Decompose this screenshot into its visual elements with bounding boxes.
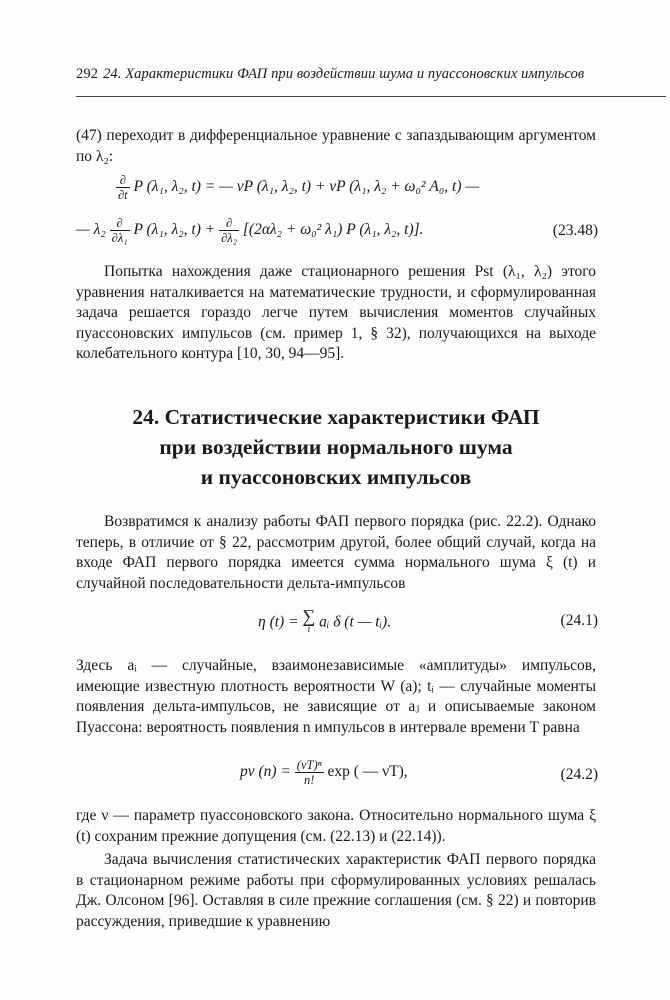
header-rule <box>76 96 666 97</box>
running-header <box>76 66 666 83</box>
running-title: 24. Характеристики ФАП при воздействии шума и пуассоновских импульсов <box>103 66 585 82</box>
partial-fraction-lambda2: $\frac{\partial}{\text{∂λ₂}}$ <box>221 216 237 245</box>
section-title-line-3: и пуассоновских импульсов <box>200 465 472 489</box>
equation-24-2: pν (n) = $\frac{\text{(νT)ⁿ}}{n!}$ exp ( — νT), <box>240 758 408 787</box>
equation-number-24-2: (24.2) <box>560 766 598 783</box>
section-title <box>76 402 596 492</box>
equation-23-48-line-1: $\frac{\partial}{\partial t}$ P (λ₁, λ₂, t) = — νP (λ₁, λ₂, t) + νP (λ₁, λ₂ + ω₀² A₀, t) — <box>118 173 480 202</box>
paragraph-3: Возвратимся к анализу работы ФАП первого порядка (рис. 22.2). Однако теперь, в отличие от § 22, рассмотрим другой, более общий случай, когда на входе ФАП первого порядка имеется сумма нормального шума ξ (t) и случайной последовательности дельта-импульсов <box>76 513 596 592</box>
paragraph-1: (47) переходит в дифференциальное уравнение с запаздывающим аргументом по λ₂: <box>76 127 596 165</box>
partial-fraction-lambda1: $\frac{\partial}{\text{∂λ₁}}$ <box>111 216 128 245</box>
paragraph-5: где ν — параметр пуассоновского закона. Относительно нормального шума ξ (t) сохраним прежние допущения (см. (22.13) и (22.14)). <box>76 807 596 845</box>
paragraph-2: Попытка нахождения даже стационарного решения Pst (λ₁, λ₂) этого уравнения наталкивается на математические трудности, и сформулированная задача решается гораздо легче путем вычисления моментов случайных пуассоновских импульсов (см. пример 1, § 32), получающихся на выходе колебательного контура [10, 30, 94—95]. <box>76 263 596 362</box>
partial-fraction-t: $\frac{\partial}{\partial t}$ <box>118 173 128 202</box>
equation-24-1: η (t) = ∑ i aᵢ δ (t — tᵢ). <box>258 606 392 635</box>
equation-number-24-1: (24.1) <box>560 612 598 629</box>
equation-23-48-line-2: — λ₂ $\frac{\partial}{\text{∂λ₁}}$ P (λ₁, λ₂, t) + $\frac{\partial}{\text{∂λ₂}}$ [(2αλ₂ + ω₀² λ₁) P (λ₁, λ₂, t)]. <box>76 216 424 245</box>
page-number: 292 <box>76 66 99 82</box>
paragraph-6: Задача вычисления статистических характеристик ФАП первого порядка в стационарном режиме работы при сформулированных условиях решалась Дж. Олсоном [96]. Оставляя в силе прежние соглашения (см. § 22) и повторив рассуждения, приведшие к уравнению <box>76 851 596 930</box>
sum-symbol: ∑ <box>302 606 316 626</box>
section-title-line-2: при воздействии нормального шума <box>159 435 513 459</box>
paragraph-4: Здесь aᵢ — случайные, взаимонезависимые «амплитуды» импульсов, имеющие известную плотность вероятности W (a); tᵢ — случайные моменты появления дельта-импульсов, не зависящие от aⱼ и описываемые законом Пуассона: вероятность появления n импульсов в интервале времени T равна <box>76 657 596 736</box>
section-title-line-1: 24. Статистические характеристики ФАП <box>132 405 540 429</box>
equation-number-23-48: (23.48) <box>552 222 598 239</box>
poisson-fraction: $\frac{\text{(νT)ⁿ}}{n!}$ <box>296 758 322 787</box>
